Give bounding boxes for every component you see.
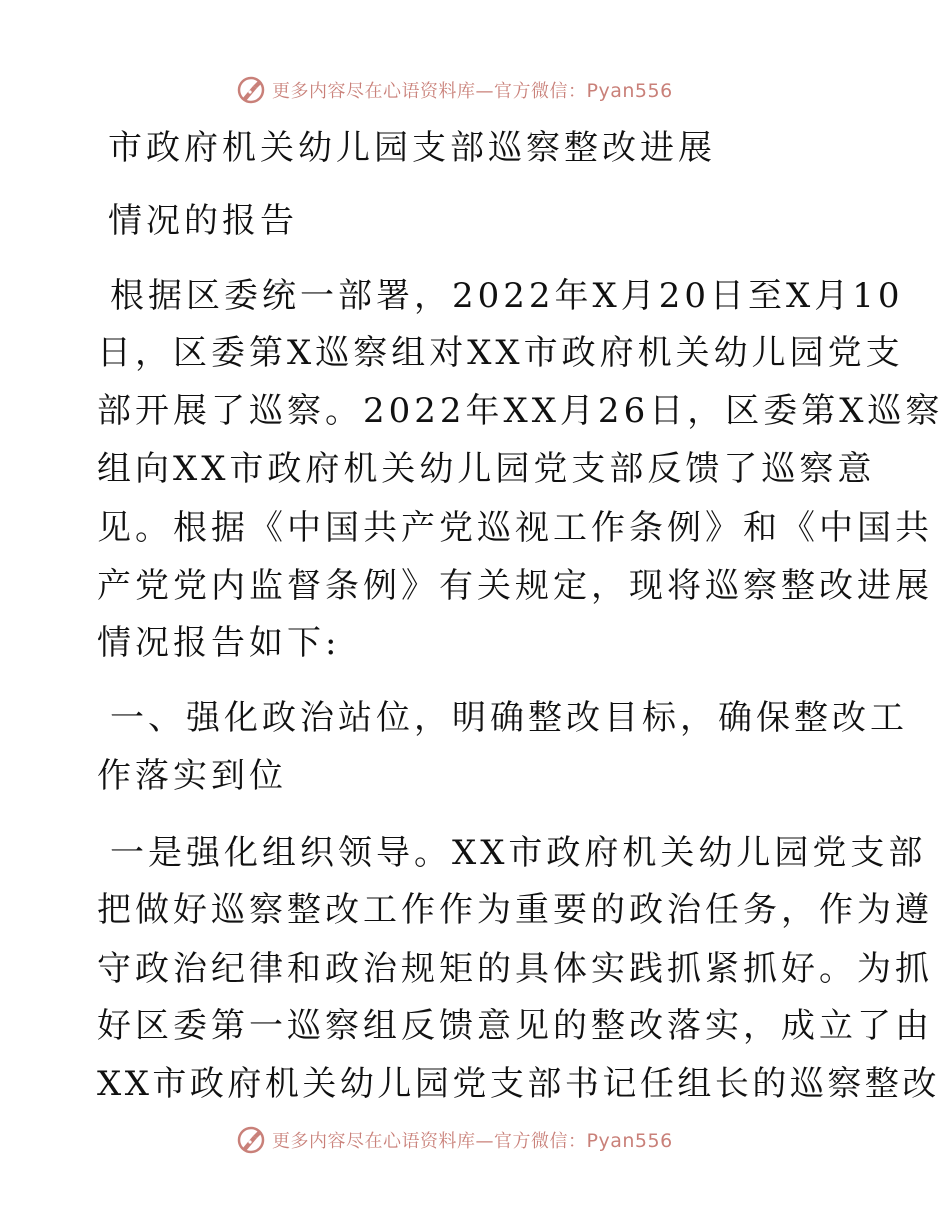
section-1-body-line-2: 把做好巡察整改工作作为重要的政治任务，作为遵 (97, 890, 933, 930)
section-1-body-line-1: 一是强化组织领导。XX市政府机关幼儿园党支部 (110, 833, 927, 873)
intro-line-2: 日，区委第X巡察组对XX市政府机关幼儿园党支 (97, 333, 904, 373)
footer-watermark (236, 1122, 673, 1158)
intro-line-5: 见。根据《中国共产党巡视工作条例》和《中国共 (97, 508, 933, 548)
watermark-text: 更多内容尽在心语资料库—官方微信：Pyan556 (272, 80, 673, 102)
section-1-body-line-3: 守政治纪律和政治规矩的具体实践抓紧抓好。为抓 (97, 949, 933, 989)
section-1-heading-line-1: 一、强化政治站位，明确整改目标，确保整改工 (110, 698, 908, 738)
document-title-line-1: 市政府机关幼儿园支部巡察整改进展 (108, 128, 716, 168)
header-watermark (236, 72, 673, 108)
intro-line-7: 情况报告如下: (97, 623, 341, 663)
document-title-line-2: 情况的报告 (108, 201, 298, 241)
watermark-text: 更多内容尽在心语资料库—官方微信：Pyan556 (272, 1130, 673, 1152)
intro-line-4: 组向XX市政府机关幼儿园党支部反馈了巡察意 (97, 449, 876, 489)
intro-line-3: 部开展了巡察。2022年XX月26日，区委第X巡察 (97, 391, 944, 431)
section-1-body-line-5: XX市政府机关幼儿园党支部书记任组长的巡察整改 (97, 1064, 940, 1104)
intro-line-6: 产党党内监督条例》有关规定，现将巡察整改进展 (97, 566, 933, 606)
section-1-body-line-4: 好区委第一巡察组反馈意见的整改落实，成立了由 (97, 1006, 933, 1046)
fountain-pen-seal-icon (236, 75, 266, 105)
fountain-pen-seal-icon (236, 1125, 266, 1155)
section-1-heading-line-2: 作落实到位 (97, 756, 287, 796)
intro-line-1: 根据区委统一部署，2022年X月20日至X月10 (110, 276, 904, 316)
